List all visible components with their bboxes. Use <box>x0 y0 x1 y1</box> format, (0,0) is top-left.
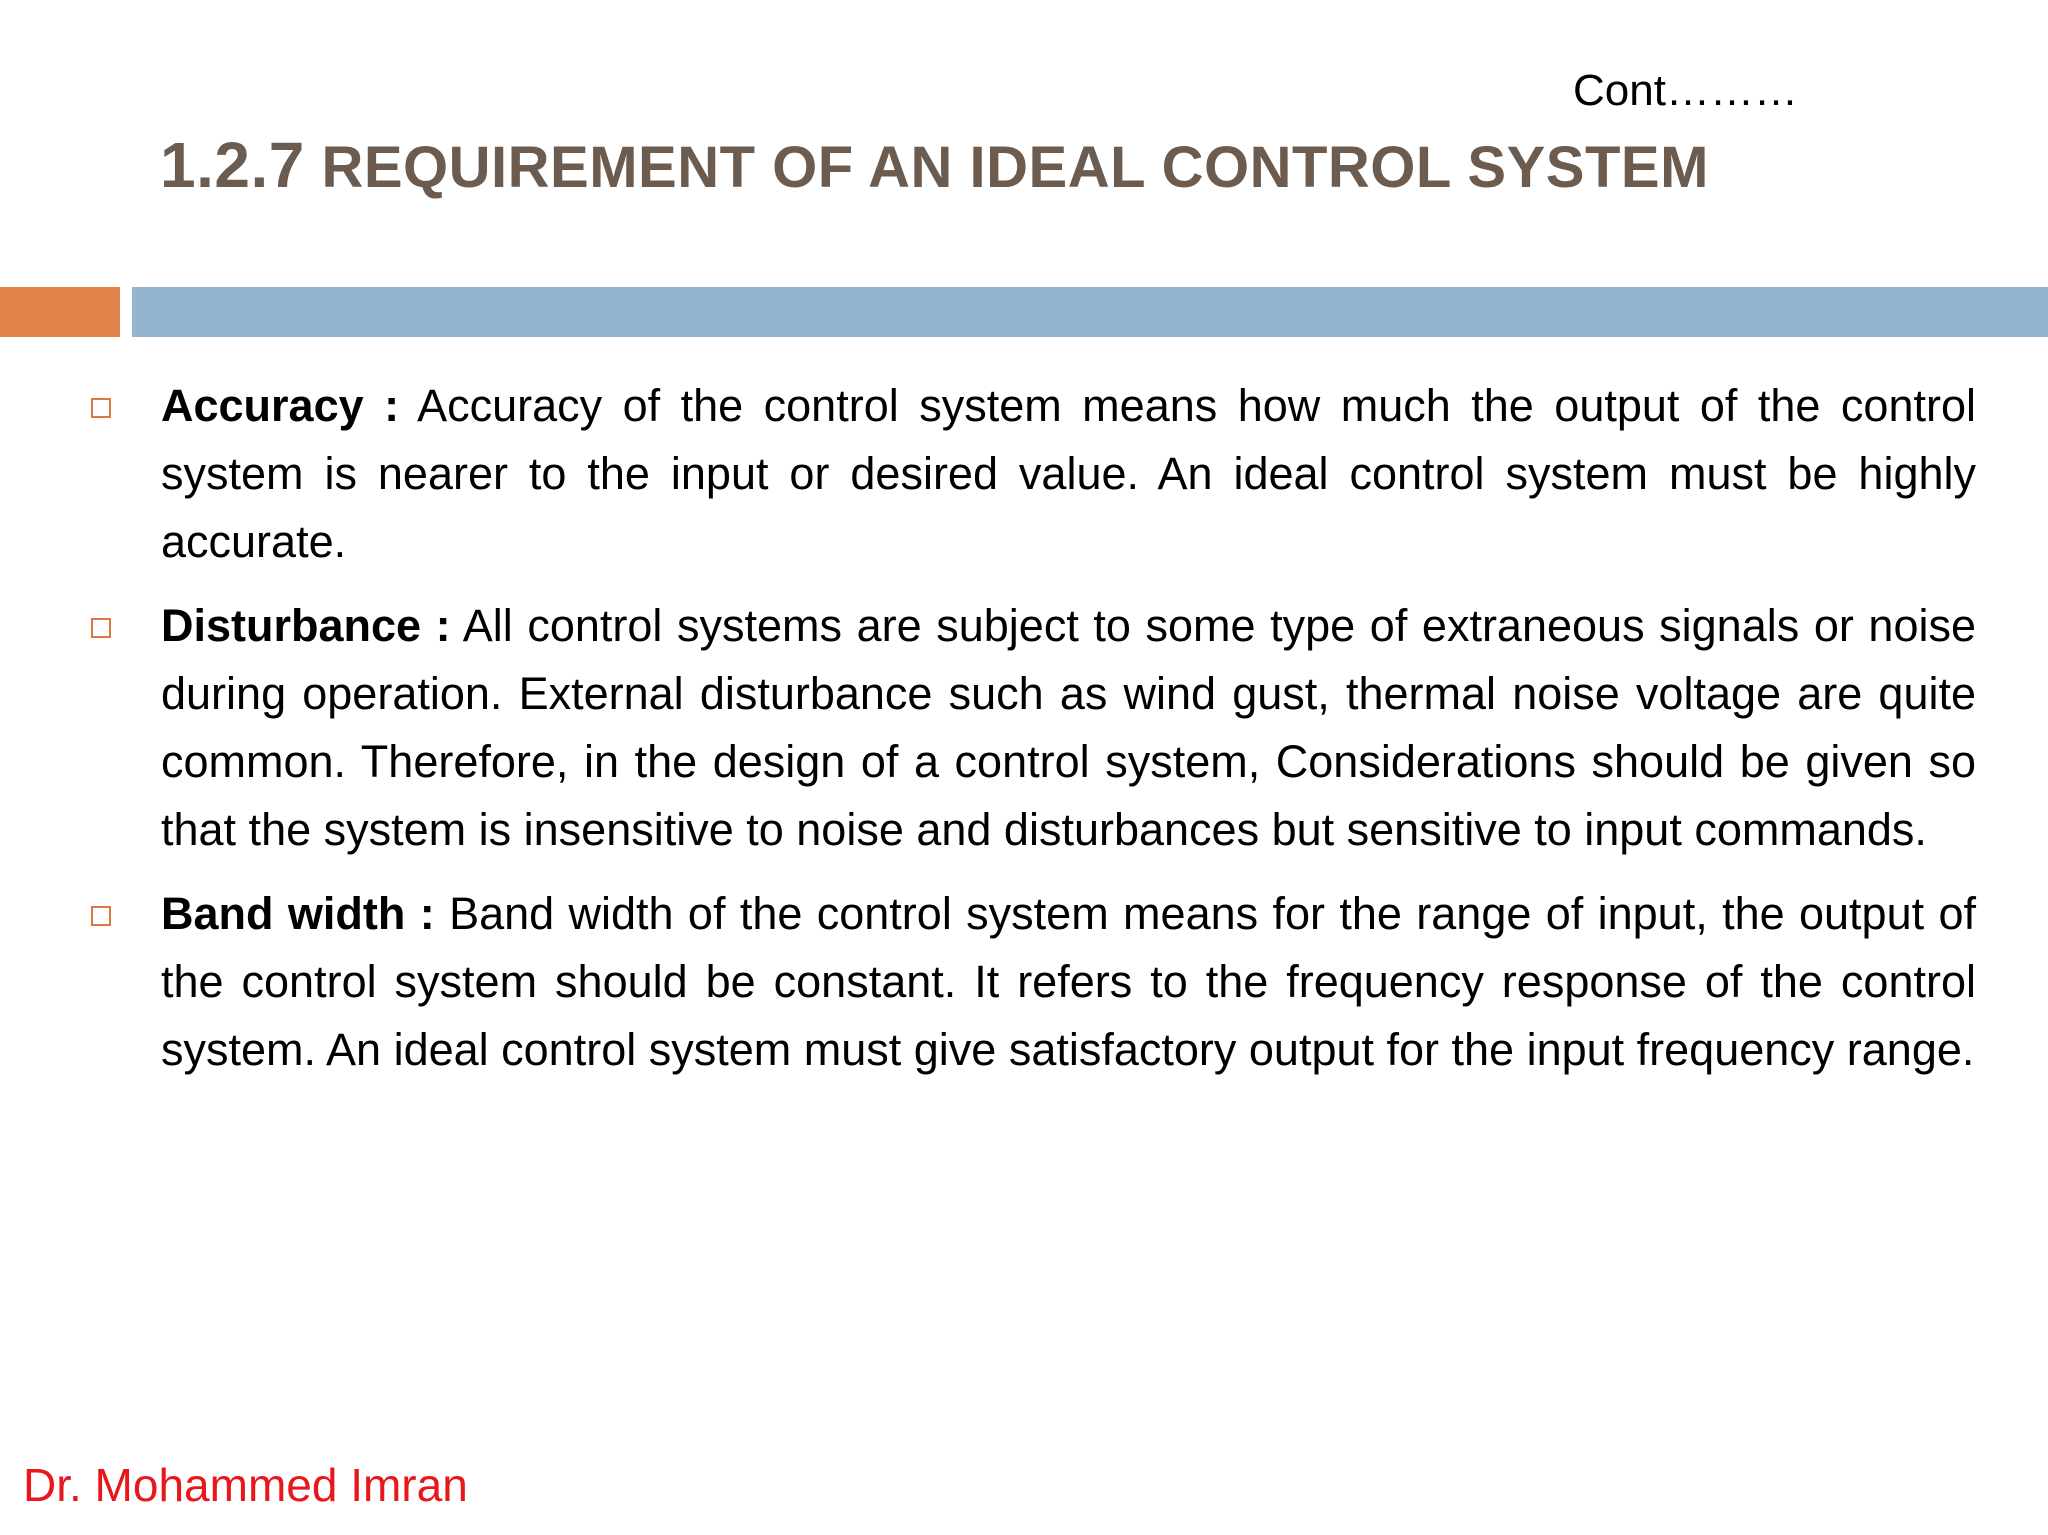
bullet-body: Accuracy of the control system means how much the output of the control system is nearer to the input or desired value. An ideal control system must be highly accurate. <box>161 380 1976 567</box>
list-item-disturbance <box>0 592 1976 864</box>
continued-label: Cont……… <box>1573 66 1798 115</box>
bullet-body: Band width of the control system means for the range of input, the output of the control system should be constant. It refers to the frequency response of the control system. An ideal control system must give satisfactory output for the input frequency range. <box>161 888 1976 1075</box>
title-text: REQUIREMENT OF AN IDEAL CONTROL SYSTEM <box>321 135 1709 200</box>
square-bullet-icon <box>91 906 111 926</box>
bullet-paragraph <box>161 880 1976 1084</box>
accent-bar-orange <box>0 287 120 337</box>
section-number: 1.2.7 <box>160 129 305 201</box>
bullet-term: Disturbance : <box>161 600 451 651</box>
bullet-paragraph <box>161 592 1976 864</box>
bullet-term: Band width : <box>161 888 435 939</box>
list-item-band-width <box>0 880 1976 1084</box>
bullet-paragraph <box>161 372 1976 576</box>
accent-bar-blue <box>132 287 2048 337</box>
bullet-body: All control systems are subject to some type of extraneous signals or noise during operation. External disturbance such as wind gust, thermal noise voltage are quite common. Therefore, in the design of a control system, Considerations should be given so that the system is insensitive to noise and disturbances but sensitive to input commands. <box>161 600 1976 855</box>
square-bullet-icon <box>91 398 111 418</box>
requirements-list <box>0 372 2048 1100</box>
slide-title <box>160 128 1709 202</box>
author-name: Dr. Mohammed Imran <box>23 1459 468 1511</box>
bullet-term: Accuracy : <box>161 380 400 431</box>
square-bullet-icon <box>91 618 111 638</box>
list-item-accuracy <box>0 372 1976 576</box>
